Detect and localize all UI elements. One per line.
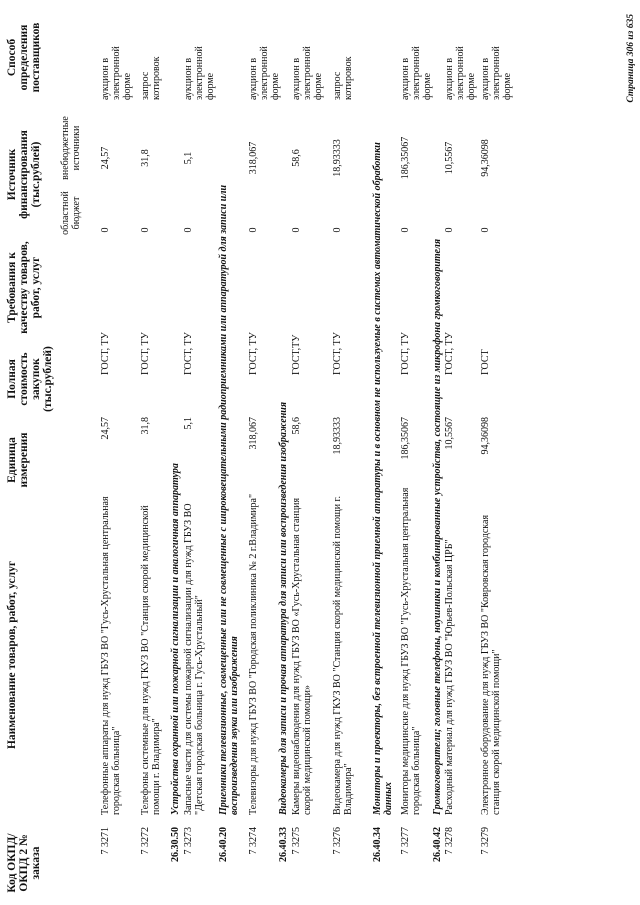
- header-name: Наименование товаров, работ, услуг: [6, 560, 18, 750]
- requirements: ГОСТ, ТУ: [100, 332, 111, 375]
- regional-budget: 0: [140, 227, 151, 233]
- header-regional-budget: областной бюджет: [60, 191, 82, 235]
- extrabudget: 318,067: [248, 141, 259, 175]
- item-name: Запасные части для системы пожарной сигнализации для нужд ГБУЗ ВО "Детская городская больница г. Гусь-Хрустальный": [183, 503, 205, 815]
- extrabudget: 58,6: [291, 149, 302, 167]
- header-funding: Источник финансирования (тыс.рублей): [6, 130, 42, 219]
- section-title: Громкоговорители; головные телефоны, наушники и комбинированные устройства, состоящие из микрофона громкоговорителя: [432, 238, 443, 815]
- requirements: ГОСТ, ТУ: [444, 332, 455, 375]
- order-number: 7 3279: [480, 827, 491, 855]
- procurement-method: аукцион в электронной форме: [183, 46, 216, 100]
- regional-budget: 0: [248, 227, 259, 233]
- requirements: ГОСТ, ТУ: [248, 332, 259, 375]
- full-cost: 18,93333: [332, 417, 343, 455]
- extrabudget: 94,36098: [480, 139, 491, 177]
- header-cost: Полная стоимость закупок (тыс.рублей): [6, 346, 54, 412]
- section-title: Мониторы и проекторы, без встроенной телевизионной приемной аппаратуры и в основном не используемые в системах автоматической обработки данных: [372, 142, 394, 815]
- header-requirements: Требования к качеству товаров, работ, услуг: [6, 241, 42, 334]
- procurement-method: аукцион в электронной форме: [444, 46, 477, 100]
- full-cost: 31,8: [140, 417, 151, 435]
- extrabudget: 10,5567: [444, 141, 455, 175]
- item-name: Телевизоры для нужд ГБУЗ ВО "Городская поликлиника № 2 г.Владимира": [248, 493, 259, 815]
- regional-budget: 0: [332, 227, 343, 233]
- requirements: ГОСТ,ТУ: [291, 334, 302, 375]
- procurement-method: аукцион в электронной форме: [100, 46, 133, 100]
- section-title: Видеокамеры для записи и прочая аппаратура для записи или воспроизведения изображения: [278, 402, 289, 815]
- page-footer: Страница 306 из 635: [626, 14, 636, 103]
- full-cost: 94,36098: [480, 417, 491, 455]
- order-number: 7 3272: [140, 827, 151, 855]
- section-title: Приемники телевизионные, совмещенные или не совмещенные с широковещательными радиоприемниками или аппаратурой для записи или воспроизведения звука или изображения: [218, 184, 240, 815]
- section-code: 26.40.33: [278, 827, 289, 862]
- extrabudget: 5,1: [183, 151, 194, 165]
- order-number: 7 3277: [400, 827, 411, 855]
- regional-budget: 0: [291, 227, 302, 233]
- item-name: Телефоны системные для нужд ГКУЗ ВО "Станция скорой медицинской помощи г. Владимира": [140, 505, 162, 815]
- item-name: Телефонные аппараты для нужд ГБУЗ ВО "Гусь-Хрустальная центральная городская больница": [100, 496, 122, 815]
- full-cost: 24,57: [100, 417, 111, 440]
- full-cost: 186,35067: [400, 417, 411, 460]
- extrabudget: 31,8: [140, 149, 151, 167]
- regional-budget: 0: [444, 227, 455, 233]
- requirements: ГОСТ, ТУ: [183, 332, 194, 375]
- order-number: 7 3276: [332, 827, 343, 855]
- order-number: 7 3278: [444, 827, 455, 855]
- procurement-method: аукцион в электронной форме: [248, 46, 281, 100]
- extrabudget: 24,57: [100, 146, 111, 170]
- requirements: ГОСТ, ТУ: [400, 332, 411, 375]
- section-code: 26.30.50: [170, 827, 181, 862]
- full-cost: 318,067: [248, 417, 259, 450]
- section-code: 26.40.42: [432, 827, 443, 862]
- full-cost: 10,5567: [444, 417, 455, 450]
- order-number: 7 3271: [100, 827, 111, 855]
- item-name: Расходный материал для нужд ГБУЗ ВО "Юрьев-Польская ЦРБ": [444, 539, 455, 815]
- item-name: Электронное оборудование для нужд ГБУЗ ВО "Ковровская городская станция скорой медицинской помощи": [480, 514, 502, 815]
- item-name: Камеры видеонаблюдения для нужд ГБУЗ ВО «Гусь-Хрустальная станция скорой медицинской помощи»: [291, 497, 313, 815]
- procurement-method: запрос котировок: [332, 56, 354, 100]
- item-name: Мониторы медицинские для нужд ГБУЗ ВО "Гусь-Хрустальная центральная городская больница": [400, 487, 422, 815]
- order-number: 7 3274: [248, 827, 259, 855]
- extrabudget: 186,35067: [400, 136, 411, 180]
- procurement-method: аукцион в электронной форме: [291, 46, 324, 100]
- header-extrabudget: внебюджетные источники: [60, 116, 82, 180]
- item-name: Видеокамера для нужд ГКУЗ ВО "Станция скорой медицинской помощи г. Владимира": [332, 495, 354, 815]
- full-cost: 58,6: [291, 417, 302, 435]
- requirements: ГОСТ: [480, 349, 491, 375]
- order-number: 7 3275: [291, 827, 302, 855]
- regional-budget: 0: [400, 227, 411, 233]
- requirements: ГОСТ, ТУ: [140, 332, 151, 375]
- full-cost: 5,1: [183, 417, 194, 430]
- section-title: Устройства охранной или пожарной сигнализации и аналогичная аппаратура: [170, 463, 181, 815]
- procurement-method: запрос котировок: [140, 56, 162, 100]
- regional-budget: 0: [480, 227, 491, 233]
- header-unit: Единица измерения: [6, 432, 30, 488]
- regional-budget: 0: [183, 227, 194, 233]
- requirements: ГОСТ, ТУ: [332, 332, 343, 375]
- procurement-method: аукцион в электронной форме: [480, 46, 513, 100]
- extrabudget: 18,93333: [332, 139, 343, 177]
- header-method: Способ определения поставщиков: [6, 22, 42, 93]
- section-code: 26.40.20: [218, 827, 229, 862]
- header-code: Код ОКПД/ ОКПД 2 № заказа: [6, 833, 42, 893]
- order-number: 7 3273: [183, 827, 194, 855]
- regional-budget: 0: [100, 227, 111, 233]
- procurement-method: аукцион в электронной форме: [400, 46, 433, 100]
- section-code: 26.40.34: [372, 827, 383, 862]
